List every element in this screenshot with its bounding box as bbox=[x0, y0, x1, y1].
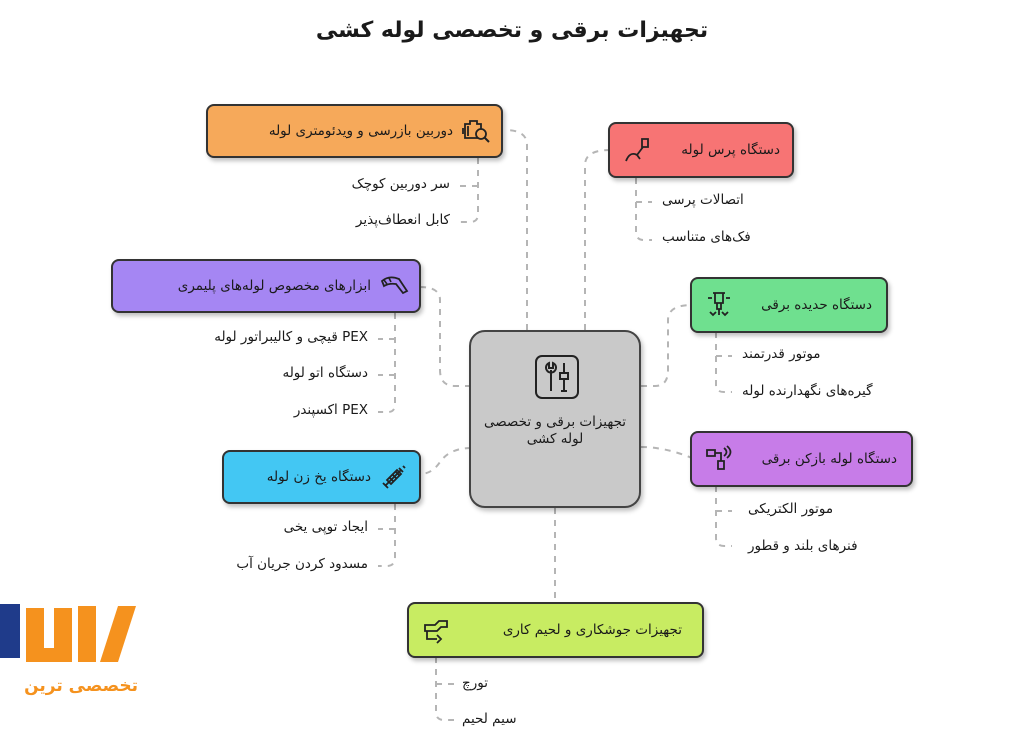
node-welding-item: تورچ bbox=[462, 675, 488, 691]
diagram-title: تجهیزات برقی و تخصصی لوله کشی bbox=[315, 18, 709, 43]
node-press-label: دستگاه پرس لوله bbox=[681, 142, 780, 158]
tools-icon bbox=[534, 354, 580, 400]
node-camera-item: سر دوربین کوچک bbox=[351, 176, 450, 192]
node-freeze bbox=[222, 450, 421, 504]
torch-icon bbox=[421, 615, 451, 645]
node-threading-item: موتور قدرتمند bbox=[742, 346, 821, 362]
node-threading bbox=[690, 277, 888, 333]
node-press bbox=[608, 122, 794, 178]
drain-machine-icon bbox=[704, 444, 734, 474]
brand-logo bbox=[0, 598, 140, 702]
node-pex-item: دستگاه اتو لوله bbox=[282, 365, 368, 381]
node-press-item: فک‌های متناسب bbox=[662, 229, 751, 245]
node-welding-label: تجهیزات جوشکاری و لحیم کاری bbox=[502, 622, 682, 638]
node-pex-label: ابزارهای مخصوص لوله‌های پلیمری bbox=[177, 278, 371, 294]
node-camera bbox=[206, 104, 503, 158]
center-node bbox=[469, 330, 641, 508]
node-camera-label: دوربین بازرسی و ویدئومتری لوله bbox=[268, 123, 453, 139]
node-camera-item: کابل انعطاف‌پذیر bbox=[355, 212, 450, 228]
node-freeze-label: دستگاه یخ زن لوله bbox=[266, 469, 371, 485]
node-freeze-item: ایجاد توپی یخی bbox=[283, 519, 368, 535]
press-tool-icon bbox=[622, 135, 652, 165]
node-pex bbox=[111, 259, 421, 313]
drill-icon bbox=[704, 290, 734, 320]
node-unclog-label: دستگاه لوله بازکن برقی bbox=[761, 451, 897, 467]
node-welding-item: سیم لحیم bbox=[462, 711, 517, 727]
node-pex-item: PEX اکسپندر bbox=[293, 402, 368, 418]
crimper-icon bbox=[379, 271, 409, 301]
node-press-item: اتصالات پرسی bbox=[662, 192, 744, 208]
node-threading-label: دستگاه حدیده برقی bbox=[761, 297, 872, 313]
node-unclog bbox=[690, 431, 913, 487]
node-pex-item: PEX قیچی و کالیبراتور لوله bbox=[214, 329, 368, 345]
center-label: تجهیزات برقی و تخصصی لوله کشی bbox=[483, 414, 627, 447]
node-unclog-item: فنرهای بلند و قطور bbox=[748, 538, 858, 554]
node-welding bbox=[407, 602, 704, 658]
node-threading-item: گیره‌های نگهدارنده لوله bbox=[742, 383, 873, 399]
brand-logo-mark bbox=[0, 598, 140, 678]
node-unclog-item: موتور الکتریکی bbox=[748, 501, 834, 517]
brand-tagline: تخصصی ترین bbox=[24, 676, 138, 696]
camera-search-icon bbox=[461, 116, 491, 146]
node-freeze-item: مسدود کردن جریان آب bbox=[236, 556, 368, 572]
syringe-icon bbox=[379, 462, 409, 492]
